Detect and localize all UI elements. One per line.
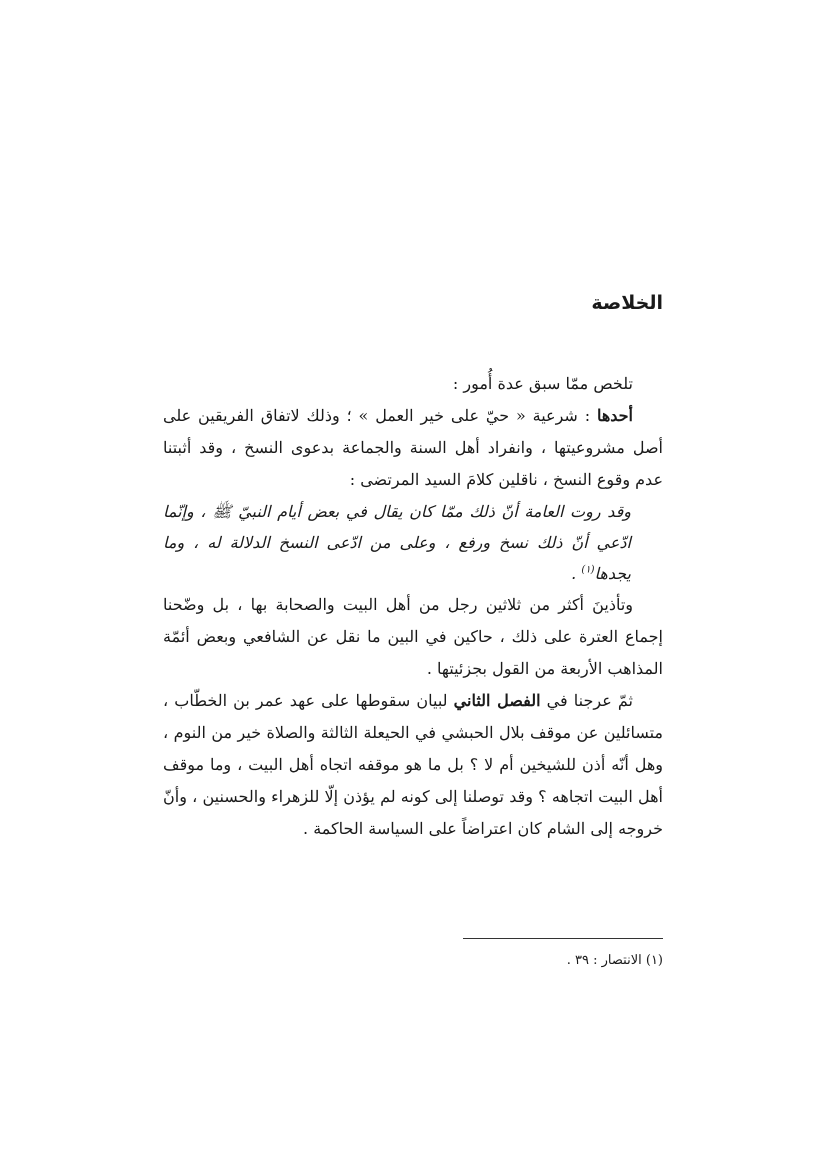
section-title: الخلاصة bbox=[591, 292, 663, 314]
paragraph-text: لبيان سقوطها على عهد عمر بن الخطّاب ، متسائلين عن موقف بلال الحبشي في الحيعلة الثالثة والصلاة خير من النوم ، وهل أنّه أذن للشيخين أم لا ؟ بل ما هو موقفه اتجاه أهل البيت ، وما موقف أهل البيت اتجاهه ؟ وقد توصلنا إلى كونه لم يؤذن إلّا للزهراء والحسنين ، وأنّ خروجه إلى الشام كان اعتراضاً على السياسة الحاكمة . bbox=[163, 691, 664, 838]
footnote-divider bbox=[463, 938, 663, 939]
intro-paragraph: تلخص ممّا سبق عدة أُمور : bbox=[452, 374, 633, 393]
chapter-reference: الفصل الثاني bbox=[453, 691, 541, 710]
quote-tail: . bbox=[571, 564, 582, 583]
paragraph-first-point bbox=[163, 400, 663, 496]
quote-text: وقد روت العامة أنّ ذلك ممّا كان يقال في بعض أيام النبيّ ﷺ ، وإنّما ادّعي أنّ ذلك نسخ ورفع ، وعلى من ادّعى النسخ الدلالة له ، وما يجدها bbox=[163, 502, 631, 583]
quotation bbox=[163, 496, 663, 589]
body-text bbox=[163, 368, 663, 845]
paragraph-text: ثمّ عرجنا في bbox=[540, 691, 633, 710]
paragraph-text: : شرعية « حيّ على خير العمل » ؛ وذلك لاتفاق الفريقين على أصل مشروعيتها ، وانفراد أهل السنة والجماعة بدعوى النسخ ، وقد أثبتنا عدم وقوع النسخ ، ناقلين كلامَ السيد المرتضى : bbox=[163, 406, 664, 489]
paragraph-third bbox=[163, 685, 663, 845]
footnote: (١) الانتصار : ٣٩ . bbox=[566, 953, 663, 968]
paragraph-second: وتأذينَ أكثر من ثلاثين رجل من أهل البيت والصحابة بها ، بل وضّحنا إجماع العترة على ذلك ، حاكين في البين ما نقل عن الشافعي وبعض أئمّة المذاهب الأربعة من القول بجزئيتها . bbox=[163, 595, 663, 678]
point-lead: أحدها bbox=[596, 406, 633, 425]
footnote-marker: (١) bbox=[581, 564, 595, 576]
